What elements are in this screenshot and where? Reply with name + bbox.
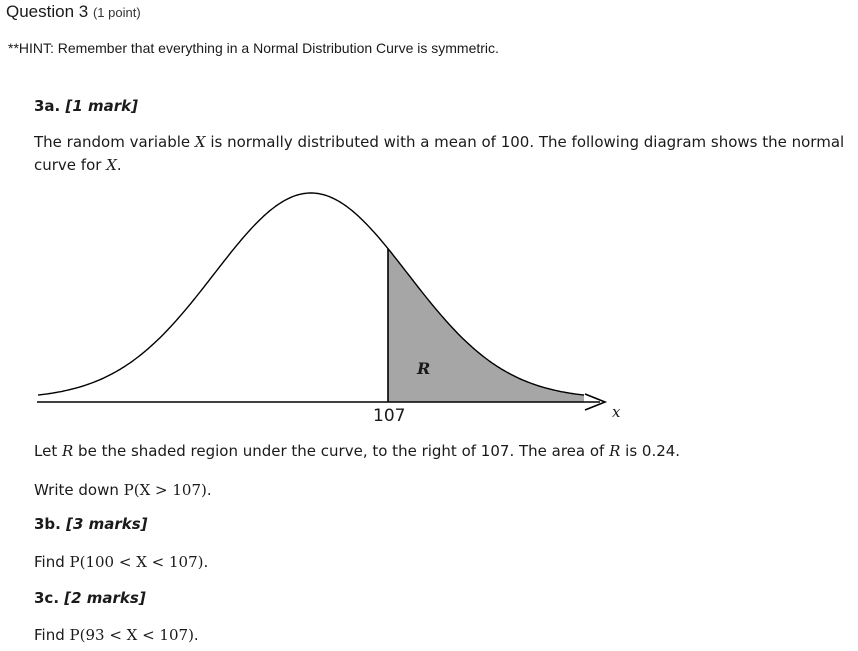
- axis-label-x: x: [612, 403, 621, 421]
- part-b-task: [34, 551, 208, 574]
- part-c-marks: [2 marks]: [64, 589, 146, 607]
- tick-label-107: 107: [373, 406, 406, 426]
- task-text: Write down: [34, 481, 124, 499]
- shaded-region-r: [388, 249, 584, 402]
- variable-x: X: [194, 133, 206, 151]
- intro-text: The random variable: [34, 133, 195, 151]
- part-c-heading: [34, 589, 146, 607]
- task-text: Find: [34, 553, 70, 571]
- intro-text: .: [116, 156, 122, 174]
- task-end: .: [193, 626, 199, 644]
- part-a-label: 3a.: [34, 97, 61, 115]
- task-text: Find: [34, 626, 70, 644]
- variable-r: R: [61, 442, 74, 460]
- region-label-r: R: [417, 359, 431, 378]
- intro-text: is normally distributed with a mean of 100. The following diagram shows the normal: [205, 133, 845, 151]
- region-description: [34, 440, 680, 463]
- region-text: Let: [34, 442, 62, 460]
- task-end: .: [206, 481, 212, 499]
- part-b-label: 3b.: [34, 515, 61, 533]
- variable-r: R: [609, 442, 621, 460]
- task-expression: P(100 < X < 107): [69, 553, 204, 571]
- part-c-label: 3c.: [34, 589, 60, 607]
- task-expression: P(93 < X < 107): [69, 626, 194, 644]
- intro-text: curve for: [34, 156, 107, 174]
- part-a-task: [34, 479, 212, 502]
- task-end: .: [203, 553, 209, 571]
- region-text: is 0.24.: [620, 442, 681, 460]
- region-text: be the shaded region under the curve, to the right of 107. The area of: [73, 442, 610, 460]
- hint-text: **HINT: Remember that everything in a Normal Distribution Curve is symmetric.: [8, 40, 499, 56]
- variable-x: X: [106, 156, 117, 174]
- part-b-marks: [3 marks]: [66, 515, 148, 533]
- question-number: Question 3: [6, 2, 89, 21]
- normal-curve: [38, 193, 584, 395]
- question-points: (1 point): [92, 5, 141, 20]
- part-a-marks: [1 mark]: [65, 97, 138, 115]
- part-b-heading: [34, 515, 148, 533]
- task-expression: P(X > 107): [123, 481, 207, 499]
- part-c-task: [34, 624, 199, 647]
